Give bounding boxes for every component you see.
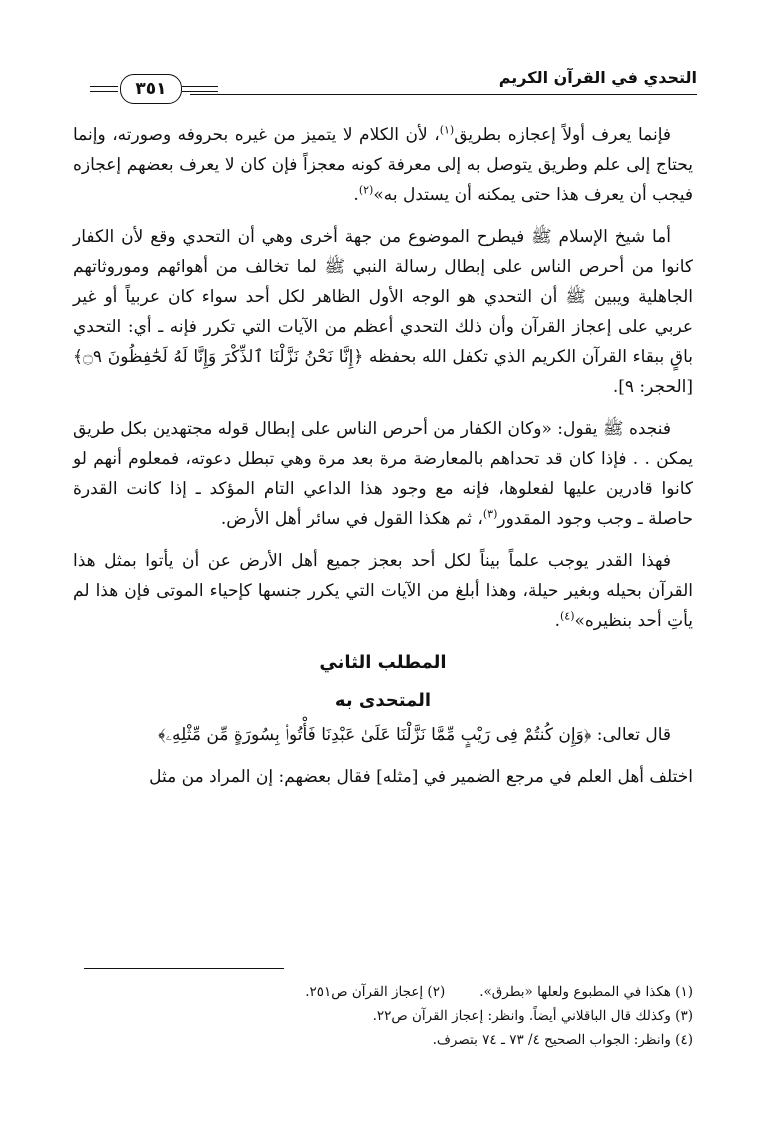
- footnote-3: (٣) وكذلك قال الباقلاني أيضاً. وانظر: إعجاز القرآن ص٢٢.: [372, 1008, 693, 1024]
- paragraph-5: قال تعالى: ﴿وَإِن كُنتُمْ فِى رَيْبٍ مِّمَّا نَزَّلْنَا عَلَىٰ عَبْدِنَا فَأْتُوا۟ بِسُورَةٍ مِّن مِّثْلِهِۦ﴾: [158, 725, 671, 745]
- header-rule: [190, 94, 697, 95]
- paragraph-6: اختلف أهل العلم في مرجع الضمير في [مثله] فقال بعضهم: إن المراد من مثل: [149, 767, 693, 787]
- paragraph-2: أما شيخ الإسلام ﷺ فيطرح الموضوع من جهة أخرى وهي أن التحدي وقع لأن الكفار كانوا من أحرص الناس على إبطال رسالة النبي ﷺ لما تخالف من أهوائهم وموروثاتهم الجاهلية ويبين ﷺ أن التحدي هو الوجه الأول الظاهر لكل أحد سواء كان عربياً أو غير عربي على إعجاز القرآن وأن ذلك التحدي أعظم من الآيات التي تكرر فإنه ـ أي: التحدي باقٍ ببقاء القرآن الكريم الذي تكفل الله بحفظه ﴿إِنَّا نَحْنُ نَزَّلْنَا ٱلذِّكْرَ وَإِنَّا لَهُ لَحَٰفِظُونَ ۝٩﴾ [الحجر: ٩].: [73, 227, 694, 397]
- book-title: التحدي في القرآن الكريم: [498, 68, 697, 87]
- footnote-ref-3: (٣): [482, 507, 498, 521]
- main-text: [73, 120, 693, 804]
- footnote-ref-2: (٢): [358, 183, 374, 197]
- ornament-double-rule-right: [182, 86, 218, 92]
- footnote-2: (٢) إعجاز القرآن ص٢٥١.: [305, 984, 446, 1000]
- quran-verse: ﴿إِنَّا نَحْنُ نَزَّلْنَا ٱلذِّكْرَ وَإِنَّا لَهُ لَحَٰفِظُونَ ۝٩﴾: [73, 347, 364, 367]
- running-header: [90, 62, 697, 102]
- paragraph-1: فإنما يعرف أولاً إعجازه بطريق$^{(١)}$، لأن الكلام لا يتميز من غيره بحروفه وصورته، وإنما يحتاج إلى علم وطريق يتوصل به إلى معرفة كونه معجزاً فإن كان لا يعرف بعضهم إعجازه فيجب أن يعرف هذا حتى يمكنه أن يستدل به»$^{(٢)}$.: [73, 123, 693, 205]
- paragraph-3: فنجده ﷺ يقول: «وكان الكفار من أحرص الناس على إبطال قوله مجتهدين بكل طريق يمكن . . فإذا كان قد تحداهم بالمعارضة مرة بعد مرة وهي تبطل دعوته، فمعلوم أنهم لو كانوا قادرين عليها لفعلوها، فإنه مع وجود هذا الداعي التام المؤكد ـ إذا كانت القدرة حاصلة ـ وجب وجود المقدور$^{(٣)}$، ثم هكذا القول في سائر أهل الأرض.: [73, 419, 693, 529]
- paragraph-4: فهذا القدر يوجب علماً بيناً لكل أحد بعجز جميع أهل الأرض عن أن يأتوا بمثل هذا القرآن بحيله وبغير حيلة، وهذا أبلغ من الآيات التي يكرر جنسها كإحياء الموتى فإن هذا لم يأتِ أحد بنظيره»$^{(٤)}$.: [73, 551, 693, 631]
- footnote-1: (١) هكذا في المطبوع ولعلها «بطرق».: [479, 984, 693, 1000]
- quran-verse: ﴿وَإِن كُنتُمْ فِى رَيْبٍ مِّمَّا نَزَّلْنَا عَلَىٰ عَبْدِنَا فَأْتُوا۟ بِسُورَةٍ مِّن مِّثْلِهِۦ﴾: [158, 725, 592, 745]
- footnote-4: (٤) وانظر: الجواب الصحيح ٤/ ٧٣ ـ ٧٤ بتصرف.: [432, 1032, 693, 1048]
- section-heading: المطلب الثاني: [319, 652, 447, 673]
- section-subheading: المتحدى به: [334, 690, 432, 711]
- verse-reference: [الحجر: ٩]: [618, 377, 693, 397]
- page-number: ٣٥١: [120, 74, 182, 104]
- page-number-ornament: [90, 74, 220, 104]
- footnote-ref-1: (١): [439, 123, 455, 137]
- footnote-ref-4: (٤): [559, 609, 575, 623]
- ornament-double-rule-left: [90, 86, 118, 92]
- footnote-separator: [84, 968, 284, 969]
- footnotes: [133, 980, 693, 1052]
